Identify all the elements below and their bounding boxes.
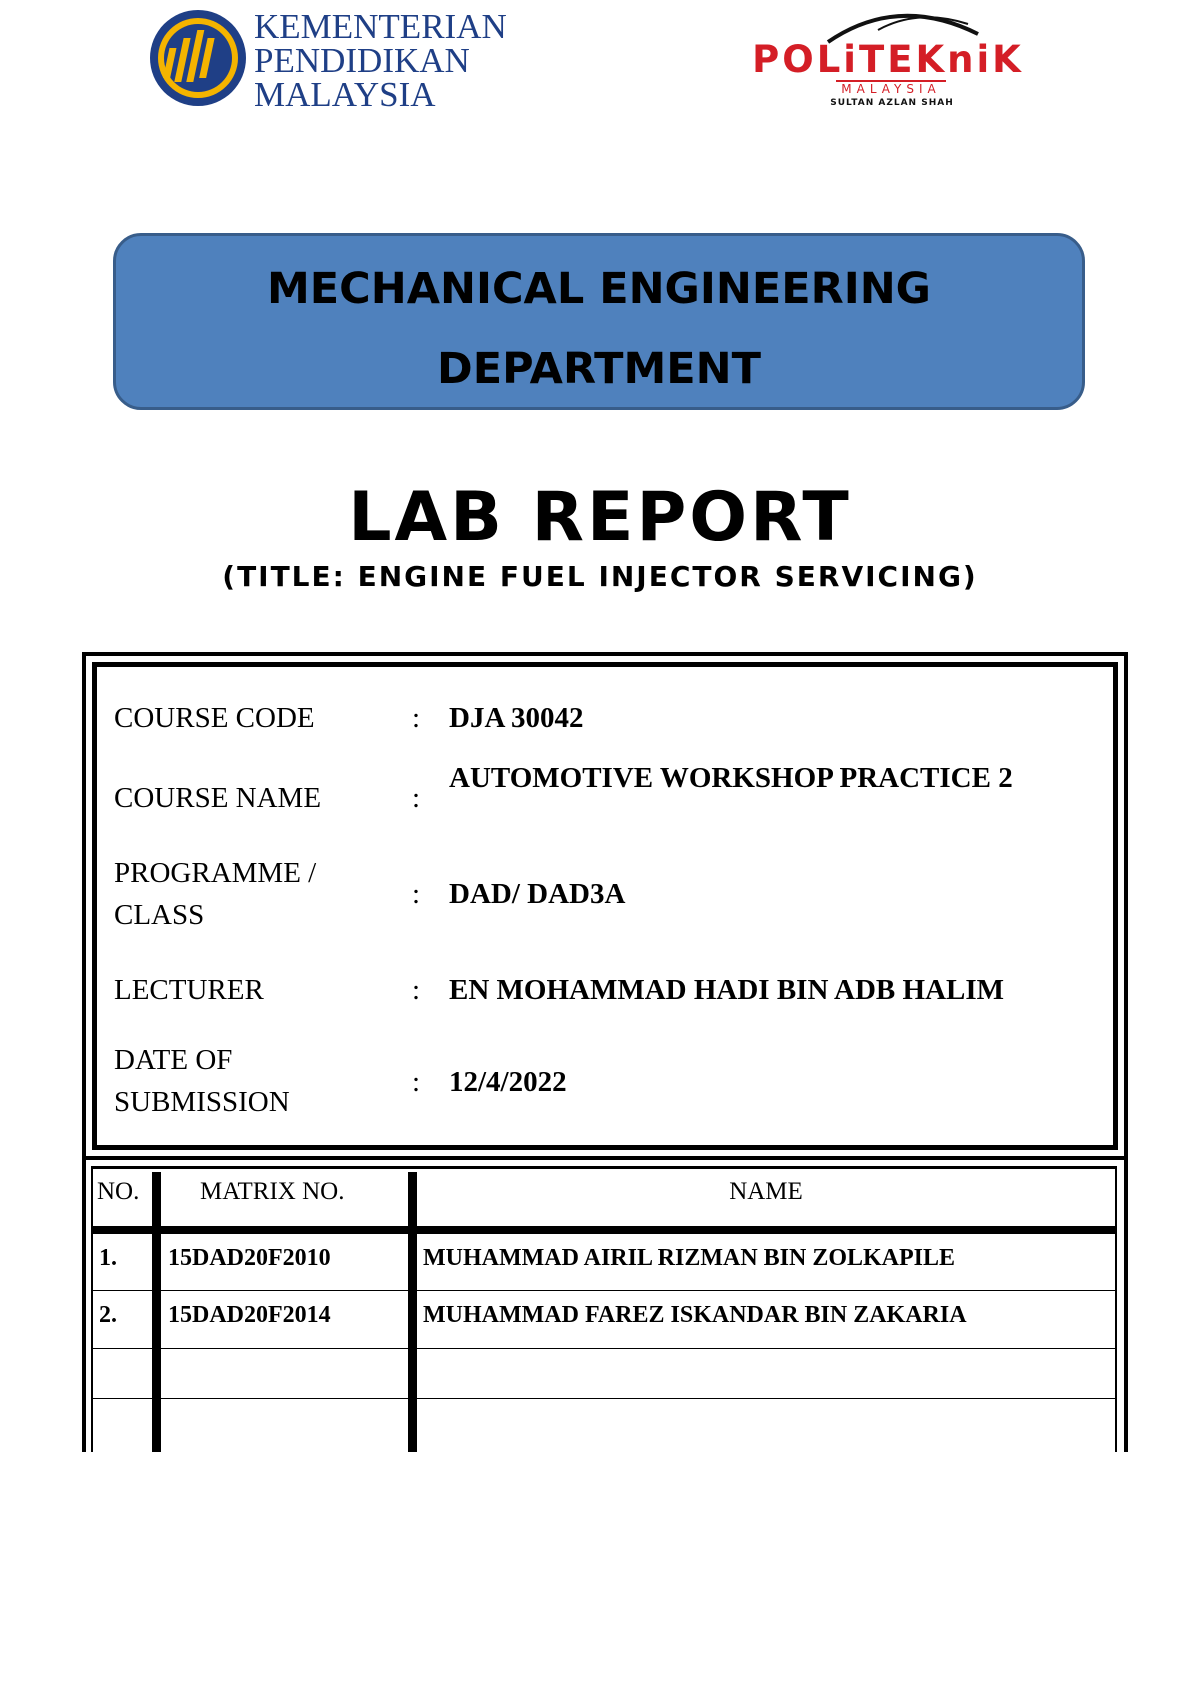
- row-no: 1.: [99, 1245, 117, 1271]
- politeknik-subtitle: MALAYSIA: [836, 80, 946, 96]
- row-name: MUHAMMAD FAREZ ISKANDAR BIN ZAKARIA: [423, 1302, 967, 1328]
- date-colon: :: [412, 1066, 421, 1098]
- politeknik-title: POLiTEKniK: [752, 38, 1024, 81]
- politeknik-campus: SULTAN AZLAN SHAH: [830, 98, 954, 108]
- table-header-name: NAME: [729, 1178, 803, 1205]
- kpm-line3: MALAYSIA: [254, 75, 436, 114]
- course-code-colon: :: [412, 702, 421, 734]
- table-row-rule: [91, 1290, 1117, 1291]
- programme-label-line1: PROGRAMME /: [114, 857, 317, 889]
- table-border-top: [91, 1166, 1117, 1169]
- programme-label-line2: CLASS: [114, 899, 205, 931]
- kpm-line1: KEMENTERIAN: [254, 7, 507, 46]
- report-subtitle: (TITLE: ENGINE FUEL INJECTOR SERVICING): [222, 560, 978, 593]
- row-name: MUHAMMAD AIRIL RIZMAN BIN ZOLKAPILE: [423, 1245, 956, 1271]
- table-border-right-inner: [1115, 1168, 1117, 1452]
- report-title: LAB REPORT: [348, 478, 852, 557]
- date-value: 12/4/2022: [449, 1066, 567, 1098]
- table-header-matrix: MATRIX NO.: [200, 1178, 345, 1205]
- table-border-left: [82, 1160, 86, 1452]
- course-code-value: DJA 30042: [449, 702, 584, 734]
- department-banner: [113, 233, 1085, 410]
- kpm-line2: PENDIDIKAN: [254, 41, 470, 80]
- table-border-left-inner: [91, 1168, 93, 1452]
- programme-colon: :: [412, 878, 421, 910]
- lecturer-value: EN MOHAMMAD HADI BIN ADB HALIM: [449, 974, 1005, 1006]
- programme-value: DAD/ DAD3A: [449, 878, 626, 910]
- table-header-rule: [91, 1226, 1117, 1234]
- kpm-emblem-icon: [148, 8, 248, 108]
- row-matrix: 15DAD20F2014: [168, 1302, 331, 1328]
- lecturer-label: LECTURER: [114, 974, 264, 1006]
- date-label-line2: SUBMISSION: [114, 1086, 290, 1118]
- table-header-no: NO.: [97, 1178, 140, 1205]
- table-row-rule: [91, 1398, 1117, 1399]
- department-line1: MECHANICAL ENGINEERING: [267, 264, 931, 314]
- table-row-rule: [91, 1348, 1117, 1349]
- lecturer-colon: :: [412, 974, 421, 1006]
- kpm-wordmark: [254, 7, 507, 114]
- course-name-colon: :: [412, 782, 421, 814]
- politeknik-logo: [752, 4, 1032, 108]
- row-matrix: 15DAD20F2010: [168, 1245, 331, 1271]
- department-line2: DEPARTMENT: [437, 344, 761, 394]
- row-no: 2.: [99, 1302, 117, 1328]
- course-code-label: COURSE CODE: [114, 702, 315, 734]
- table-column-divider: [408, 1172, 417, 1452]
- date-label-line1: DATE OF: [114, 1044, 233, 1076]
- table-column-divider: [152, 1172, 161, 1452]
- kpm-logo: [148, 6, 507, 114]
- table-border-right: [1124, 1160, 1128, 1452]
- course-name-label: COURSE NAME: [114, 782, 322, 814]
- course-name-value: AUTOMOTIVE WORKSHOP PRACTICE 2: [449, 762, 1013, 794]
